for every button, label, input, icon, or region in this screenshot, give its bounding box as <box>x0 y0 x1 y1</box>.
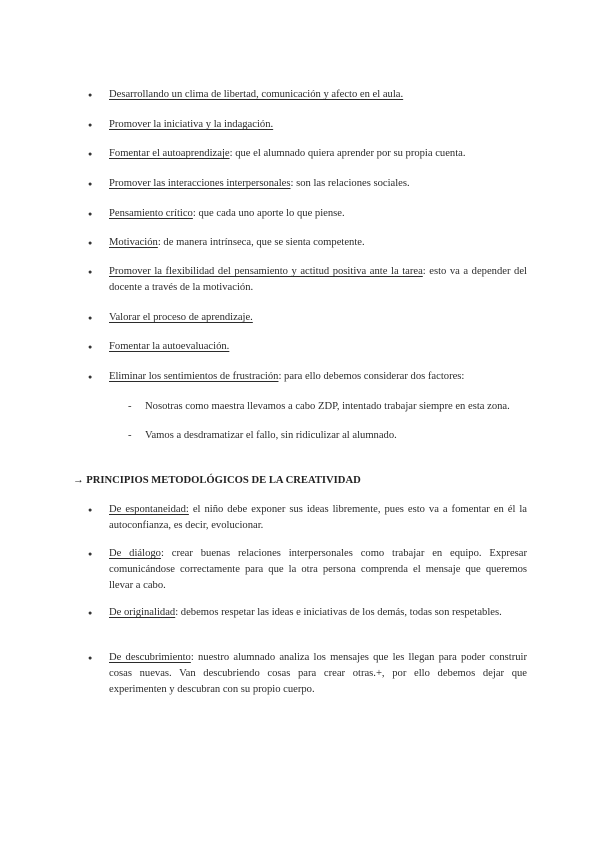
section-heading: → PRINCIPIOS METODOLÓGICOS DE LA CREATIVIDAD <box>73 475 361 486</box>
sublist-item: - Nosotras como maestra llevamos a cabo ZDP, intentado trabajar siempre en esta zona. <box>145 399 527 415</box>
list-item: ● Desarrollando un clima de libertad, comunicación y afecto en el aula. <box>109 87 527 103</box>
list-item: ● Fomentar la autoevaluación. <box>109 339 527 355</box>
list-item: ● Promover la flexibilidad del pensamiento y actitud positiva ante la tarea: esto va a depender del docente a través de la motivación. <box>109 264 527 296</box>
list-item: ● Promover la iniciativa y la indagación. <box>109 117 527 133</box>
list-item: ● De originalidad: debemos respetar las ideas e iniciativas de los demás, todas son respetables. <box>109 605 527 621</box>
list-item: ● De espontaneidad: el niño debe exponer sus ideas libremente, pues esto va a fomentar en él la autoconfianza, es decir, evolucionar. <box>109 502 527 534</box>
list-item: ● Valorar el proceso de aprendizaje. <box>109 310 527 326</box>
list-item: ● Fomentar el autoaprendizaje: que el alumnado quiera aprender por su propia cuenta. <box>109 146 527 162</box>
list-item: ● Pensamiento crítico: que cada uno aporte lo que piense. <box>109 206 527 222</box>
sublist-item: - Vamos a desdramatizar el fallo, sin ridiculizar al alumnado. <box>145 428 527 444</box>
list-item: ● Motivación: de manera intrínseca, que se sienta competente. <box>109 235 527 251</box>
list-item: ● De descubrimiento: nuestro alumnado analiza los mensajes que les llegan para poder construir cosas nuevas. Van descubriendo cosas para crear otras.+, por ello debemos dejar que experimenten y descubran con su propio cuerpo. <box>109 650 527 698</box>
list-item: ● Eliminar los sentimientos de frustración: para ello debemos considerar dos factores: <box>109 369 527 385</box>
list-item: ● De diálogo: crear buenas relaciones interpersonales como trabajar en equipo. Expresar comunicándose correctamente para que la otra persona comprenda el mensaje que queremos llevar a cabo. <box>109 546 527 594</box>
list-item: ● Promover las interacciones interpersonales: son las relaciones sociales. <box>109 176 527 192</box>
